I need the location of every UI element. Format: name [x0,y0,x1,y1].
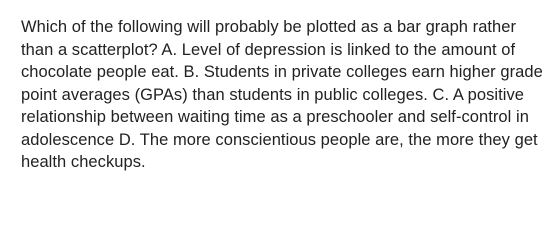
question-text: Which of the following will probably be plotted as a bar graph rather than a scatterplot? A. Level of depression is linked to the amount of chocolate people eat. B. Students in private colleges earn higher grade point averages (GPAs) than students in public colleges. C. A positive relationship between waiting time as a preschooler and self-control in adolescence D. The more conscientious people are, the more they get health checkups. [21,18,543,171]
